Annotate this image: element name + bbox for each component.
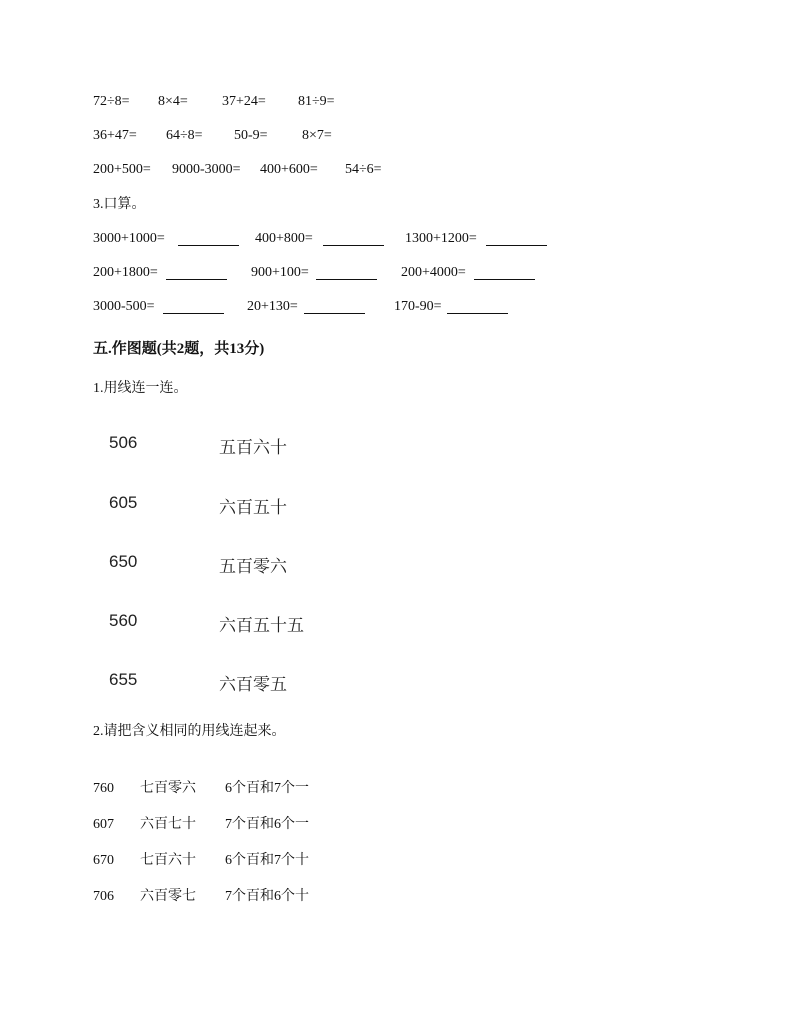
match-word[interactable]: 六百零七 xyxy=(140,889,196,904)
equation: 8×4= xyxy=(158,94,188,109)
match-word[interactable]: 七百六十 xyxy=(140,853,196,868)
equation: 9000-3000= xyxy=(172,162,241,177)
question-title: 3.口算。 xyxy=(93,197,146,212)
answer-blank[interactable] xyxy=(323,245,384,246)
equation: 72÷8= xyxy=(93,94,130,109)
match-unit[interactable]: 7个百和6个十 xyxy=(225,889,309,904)
match-unit[interactable]: 6个百和7个一 xyxy=(225,781,309,796)
equation: 200+1800= xyxy=(93,265,158,280)
equation: 3000+1000= xyxy=(93,231,165,246)
equation: 170-90= xyxy=(394,299,442,314)
match-number[interactable]: 650 xyxy=(109,552,138,571)
equation: 3000-500= xyxy=(93,299,155,314)
equation: 400+600= xyxy=(260,162,318,177)
answer-blank[interactable] xyxy=(474,279,535,280)
equation: 50-9= xyxy=(234,128,268,143)
equation: 1300+1200= xyxy=(405,231,477,246)
equation: 900+100= xyxy=(251,265,309,280)
section-title: 五.作图题(共2题，共13分) xyxy=(93,341,265,357)
match-word[interactable]: 六百五十 xyxy=(219,498,287,517)
equation: 200+500= xyxy=(93,162,151,177)
answer-blank[interactable] xyxy=(163,313,224,314)
equation: 20+130= xyxy=(247,299,298,314)
equation: 36+47= xyxy=(93,128,137,143)
match-number[interactable]: 706 xyxy=(93,889,114,904)
match-unit[interactable]: 6个百和7个十 xyxy=(225,853,309,868)
equation: 400+800= xyxy=(255,231,313,246)
question-title: 1.用线连一连。 xyxy=(93,381,188,396)
equation: 64÷8= xyxy=(166,128,203,143)
answer-blank[interactable] xyxy=(447,313,508,314)
equation: 37+24= xyxy=(222,94,266,109)
match-number[interactable]: 506 xyxy=(109,433,138,452)
match-unit[interactable]: 7个百和6个一 xyxy=(225,817,309,832)
match-number[interactable]: 655 xyxy=(109,670,138,689)
match-number[interactable]: 560 xyxy=(109,611,138,630)
answer-blank[interactable] xyxy=(486,245,547,246)
match-number[interactable]: 605 xyxy=(109,493,138,512)
answer-blank[interactable] xyxy=(316,279,377,280)
match-number[interactable]: 607 xyxy=(93,817,114,832)
answer-blank[interactable] xyxy=(304,313,365,314)
match-word[interactable]: 五百零六 xyxy=(219,557,287,576)
answer-blank[interactable] xyxy=(178,245,239,246)
equation: 81÷9= xyxy=(298,94,335,109)
equation: 8×7= xyxy=(302,128,332,143)
match-word[interactable]: 六百七十 xyxy=(140,817,196,832)
match-word[interactable]: 六百五十五 xyxy=(219,616,304,635)
match-number[interactable]: 670 xyxy=(93,853,114,868)
match-number[interactable]: 760 xyxy=(93,781,114,796)
match-word[interactable]: 七百零六 xyxy=(140,781,196,796)
equation: 54÷6= xyxy=(345,162,382,177)
question-title: 2.请把含义相同的用线连起来。 xyxy=(93,724,286,739)
answer-blank[interactable] xyxy=(166,279,227,280)
match-word[interactable]: 六百零五 xyxy=(219,675,287,694)
equation: 200+4000= xyxy=(401,265,466,280)
match-word[interactable]: 五百六十 xyxy=(219,438,287,457)
